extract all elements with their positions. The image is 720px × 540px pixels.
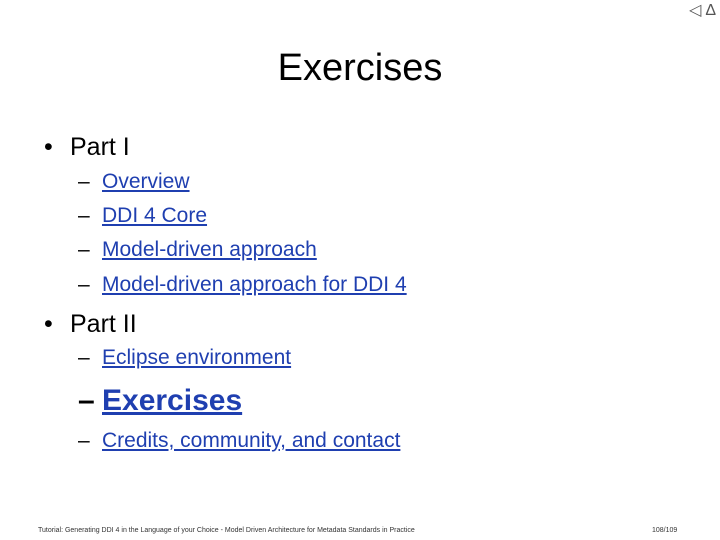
- dash-icon: –: [78, 273, 90, 296]
- list-item-current: [78, 383, 242, 419]
- section-part-1: [44, 132, 130, 162]
- section-label: Part II: [70, 310, 137, 338]
- slide-title: Exercises: [277, 47, 443, 89]
- footer-text: Tutorial: Generating DDI 4 in the Language of your Choice - Model Driven Architecture for Metadata Standards in Practice: [38, 527, 415, 534]
- list-item: [78, 237, 317, 263]
- up-arrow-icon[interactable]: Δ: [705, 2, 716, 19]
- list-item: [78, 203, 207, 229]
- list-item: [78, 169, 190, 195]
- dash-icon: –: [78, 346, 90, 369]
- list-item: [78, 272, 407, 298]
- link-ddi4-core[interactable]: DDI 4 Core: [102, 204, 208, 227]
- back-arrow-icon[interactable]: ◁: [689, 2, 702, 19]
- link-model-driven-approach[interactable]: Model-driven approach: [102, 238, 317, 261]
- link-overview[interactable]: Overview: [102, 170, 190, 193]
- dash-icon: –: [78, 384, 95, 417]
- dash-icon: –: [78, 170, 90, 193]
- link-model-driven-approach-ddi4[interactable]: Model-driven approach for DDI 4: [102, 273, 407, 296]
- list-item: [78, 428, 400, 454]
- section-label: Part I: [70, 133, 130, 161]
- page-number: 108/109: [652, 527, 678, 534]
- link-credits-community-contact[interactable]: Credits, community, and contact: [102, 429, 401, 452]
- dash-icon: –: [78, 204, 90, 227]
- link-exercises[interactable]: Exercises: [102, 384, 243, 417]
- section-part-2: [44, 309, 137, 339]
- dash-icon: –: [78, 238, 90, 261]
- bullet-icon: •: [44, 133, 53, 161]
- bullet-icon: •: [44, 310, 53, 338]
- link-eclipse-environment[interactable]: Eclipse environment: [102, 346, 292, 369]
- slide-nav: [689, 3, 716, 19]
- list-item: [78, 345, 291, 371]
- dash-icon: –: [78, 429, 90, 452]
